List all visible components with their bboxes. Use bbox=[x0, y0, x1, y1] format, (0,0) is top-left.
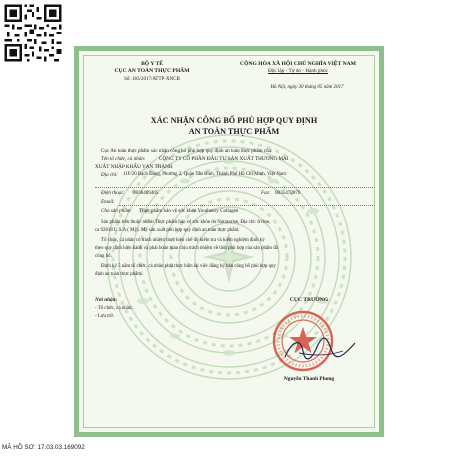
qr-code bbox=[2, 2, 64, 64]
recipient-item: - Lưu trữ. bbox=[95, 314, 115, 319]
signer-name: Nguyễn Thanh Phong bbox=[283, 376, 335, 382]
handwritten-signature bbox=[281, 335, 359, 365]
phone-value: 0838489405 bbox=[133, 190, 159, 196]
issue-date: Hà Nội, ngày 30 tháng 05 năm 2017 bbox=[270, 85, 344, 90]
paragraph2-line2: theo quy định hiện hành và phải hoàn toàn chịu trách nhiệm về tính phù hợp của sản phẩm đã bbox=[95, 246, 278, 251]
country-name: CỘNG HÒA XÃ HỘI CHỦ NGHĨA VIỆT NAM bbox=[240, 61, 356, 67]
department-name: CỤC AN TOÀN THỰC PHẨM bbox=[114, 68, 190, 74]
product-value: Thực phẩm bảo vệ sức khỏe Youthenry Collagen bbox=[139, 208, 239, 214]
dotted-line bbox=[95, 187, 373, 188]
dotted-line bbox=[119, 205, 373, 206]
fax-value: 0835472876 bbox=[275, 190, 301, 196]
phone-label: Điện thoại: bbox=[101, 190, 125, 196]
org-name-line2: XUẤT NHẬP KHẨU VẠN THÀNH bbox=[95, 164, 173, 170]
national-motto: Độc lập - Tự do - Hạnh phúc bbox=[268, 68, 328, 74]
address-value: 11F/20 Bạch Đằng, Phường 2, Quận Tân Bình, Thành Phố Hồ Chí Minh, Việt Nam bbox=[123, 172, 286, 177]
paragraph2-line3: công bố. bbox=[95, 254, 112, 259]
certificate bbox=[74, 46, 384, 437]
paragraph1-line2: ca 92618 U.S.A ( Mỹ). Mỹ sản xuất phù hợp quy định an toàn thực phẩm. bbox=[95, 228, 240, 233]
recipients-label: Nơi nhận: bbox=[95, 297, 118, 303]
signer-title: CỤC TRƯỞNG bbox=[289, 297, 329, 303]
product-label: Cho sản phẩm: bbox=[101, 208, 133, 214]
paragraph3-line1: Định kỳ 5 năm tổ chức, cá nhân phải thực hiện lại việc đăng ký bản công bố phù hợp quy bbox=[101, 264, 276, 269]
org-label: Tên tổ chức, cá nhân: bbox=[101, 156, 146, 162]
document-number: Số: 183/2017/ATTP-XNCB bbox=[124, 77, 180, 82]
paragraph3-line2: định an toàn thực phẩm. bbox=[95, 272, 143, 277]
paragraph2-line1: Tổ chức, cá nhân có trách nhiệm thực hiện chế độ kiểm tra và kiểm nghiệm định kỳ bbox=[101, 238, 265, 243]
recipient-item: - Tổ chức, cá nhân; bbox=[95, 306, 133, 311]
org-name-line1: CÔNG TY CỔ PHẦN ĐẦU TƯ SẢN XUẤT THƯƠNG MẠI bbox=[159, 156, 289, 162]
address-label: Địa chỉ: bbox=[101, 172, 118, 178]
intro-text: Cục An toàn thực phẩm xác nhận công bố phù hợp quy định an toàn thực phẩm của: bbox=[101, 148, 273, 154]
fax-label: Fax: bbox=[261, 190, 271, 196]
email-label: Email: bbox=[101, 199, 115, 205]
certificate-title-line1: XÁC NHẬN CÔNG BỐ PHÙ HỢP QUY ĐỊNH bbox=[150, 116, 318, 125]
ministry-name: BỘ Y TẾ bbox=[141, 61, 163, 67]
certificate-title-line2: AN TOÀN THỰC PHẨM bbox=[188, 127, 280, 136]
dossier-code: MÃ HỒ SƠ: 17.03.03.169092 bbox=[2, 444, 85, 451]
paragraph1-line1: Sản phẩm trên thuộc nhóm Thực phẩm bảo vệ sức khỏe do Nutraorise, Địa chỉ: Irvine, bbox=[101, 220, 271, 225]
